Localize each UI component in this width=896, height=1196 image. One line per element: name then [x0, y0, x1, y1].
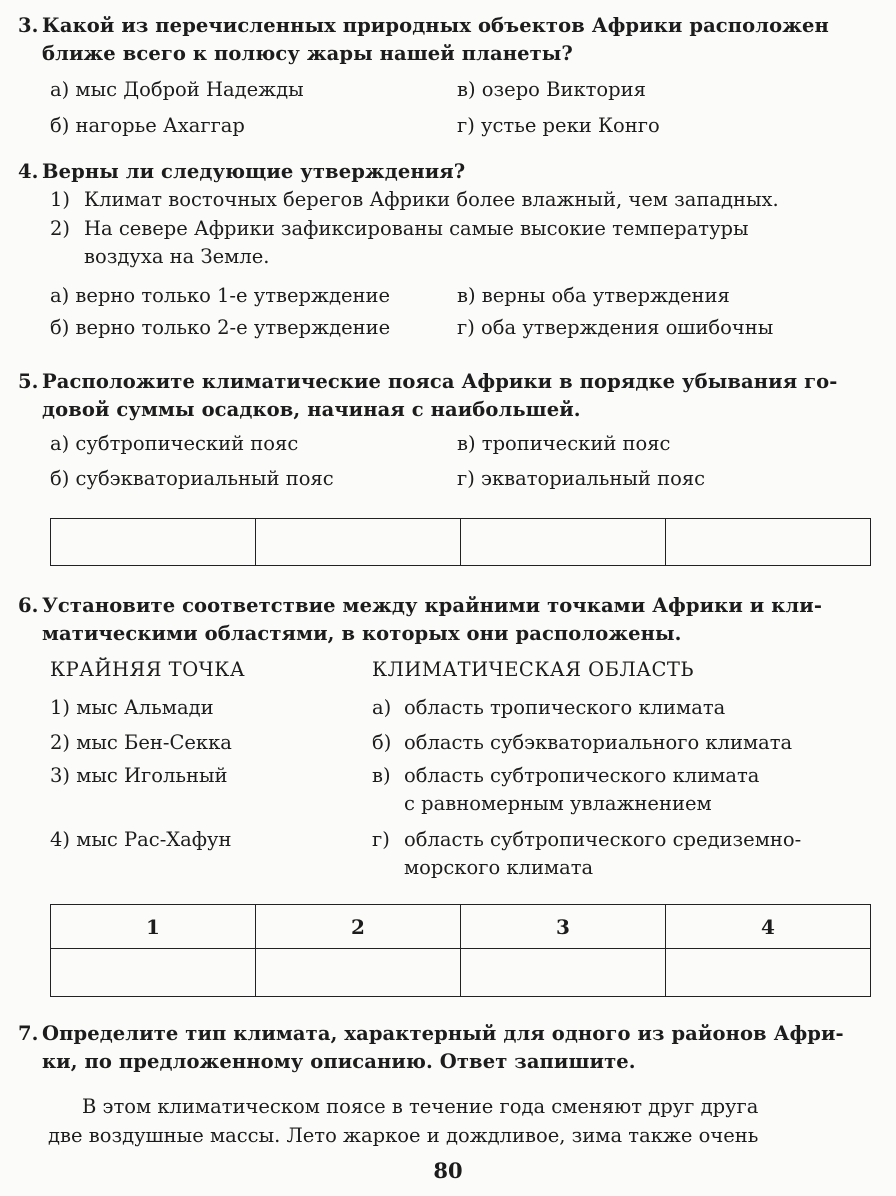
area-text-cont: морского климата	[404, 856, 594, 879]
question-text: Какой из перечисленных природных объектов Африки расположен	[42, 14, 829, 37]
answer-cell[interactable]	[256, 949, 461, 997]
question-number: 5.	[18, 370, 39, 393]
area-text: область субтропического средиземно-	[404, 828, 802, 851]
answer-table-q5	[50, 518, 871, 566]
question-text: Определите тип климата, характерный для одного из районов Афри-	[42, 1022, 844, 1045]
answer-cell[interactable]	[51, 519, 256, 566]
area-letter: б)	[372, 731, 392, 754]
area-letter: а)	[372, 696, 392, 719]
point-2: 2) мыс Бен-Секка	[50, 731, 232, 754]
area-text-cont: с равномерным увлажнением	[404, 792, 712, 815]
option-b: б) верно только 2-е утверждение	[50, 316, 391, 339]
option-v: в) озеро Виктория	[457, 78, 646, 101]
area-letter: в)	[372, 764, 391, 787]
statement-2	[50, 215, 870, 271]
question-text-cont: ки, по предложенному описанию. Ответ запишите.	[42, 1050, 636, 1073]
answer-cell[interactable]	[51, 949, 256, 997]
area-v	[372, 762, 759, 818]
option-v: в) верны оба утверждения	[457, 284, 730, 307]
statement-text: Климат восточных берегов Африки более влажный, чем западных.	[84, 188, 779, 211]
area-letter: г)	[372, 828, 390, 851]
answer-cell[interactable]	[666, 949, 871, 997]
question-4	[18, 158, 878, 186]
table-header-4: 4	[666, 905, 871, 949]
question-text: Верны ли следующие утверждения?	[42, 160, 466, 183]
question-text-cont: довой суммы осадков, начиная с наибольшей.	[42, 398, 581, 421]
page-number: 80	[433, 1158, 463, 1183]
column-header-areas: КЛИМАТИЧЕСКАЯ ОБЛАСТЬ	[372, 658, 695, 681]
statement-number: 2)	[50, 217, 71, 240]
question-6	[18, 592, 878, 648]
statement-number: 1)	[50, 188, 71, 211]
statement-text-cont: воздуха на Земле.	[84, 245, 270, 268]
table-header-1: 1	[51, 905, 256, 949]
point-1: 1) мыс Альмади	[50, 696, 214, 719]
statement-text: На севере Африки зафиксированы самые высокие температуры	[84, 217, 749, 240]
area-text: область субтропического климата	[404, 764, 760, 787]
option-g: г) устье реки Конго	[457, 114, 660, 137]
option-a: а) верно только 1-е утверждение	[50, 284, 391, 307]
description-line-1: В этом климатическом поясе в течение года сменяют друг друга	[82, 1095, 759, 1118]
question-number: 6.	[18, 594, 39, 617]
question-text: Расположите климатические пояса Африки в порядке убывания го-	[42, 370, 838, 393]
area-a	[372, 694, 725, 722]
area-text: область тропического климата	[404, 696, 726, 719]
table-header-2: 2	[256, 905, 461, 949]
answer-cell[interactable]	[461, 949, 666, 997]
question-5	[18, 368, 878, 424]
table-header-3: 3	[461, 905, 666, 949]
answer-cell[interactable]	[256, 519, 461, 566]
option-b: б) нагорье Ахаггар	[50, 114, 245, 137]
column-header-points: КРАЙНЯЯ ТОЧКА	[50, 658, 246, 681]
question-7	[18, 1020, 878, 1076]
answer-cell[interactable]	[461, 519, 666, 566]
answer-table-q6	[50, 904, 871, 997]
answer-cell[interactable]	[666, 519, 871, 566]
point-4: 4) мыс Рас-Хафун	[50, 828, 232, 851]
area-g	[372, 826, 801, 882]
question-number: 4.	[18, 160, 39, 183]
option-a: а) мыс Доброй Надежды	[50, 78, 304, 101]
option-v: в) тропический пояс	[457, 432, 671, 455]
question-text-cont: матическими областями, в которых они расположены.	[42, 622, 682, 645]
question-number: 7.	[18, 1022, 39, 1045]
question-number: 3.	[18, 14, 39, 37]
point-3: 3) мыс Игольный	[50, 764, 228, 787]
description-line-2: две воздушные массы. Лето жаркое и дождливое, зима также очень	[48, 1124, 759, 1147]
option-g: г) экваториальный пояс	[457, 467, 706, 490]
option-a: а) субтропический пояс	[50, 432, 299, 455]
question-text-cont: ближе всего к полюсу жары нашей планеты?	[42, 42, 573, 65]
option-b: б) субэкваториальный пояс	[50, 467, 334, 490]
question-3	[18, 12, 878, 68]
option-g: г) оба утверждения ошибочны	[457, 316, 774, 339]
question-text: Установите соответствие между крайними точками Африки и кли-	[42, 594, 823, 617]
statement-1	[50, 186, 870, 214]
area-text: область субэкваториального климата	[404, 731, 793, 754]
area-b	[372, 729, 792, 757]
